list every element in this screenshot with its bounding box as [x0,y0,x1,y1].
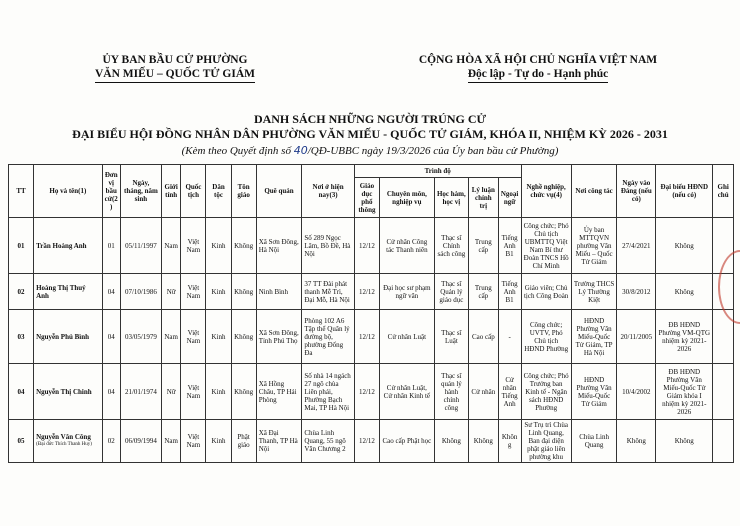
cell-hdnd: ĐB HĐND Phường VM-QTG nhiệm kỳ 2021-2026 [656,310,713,364]
cell-degree: Thạc sĩ quản lý hành chính công [434,364,468,420]
cell-tt: 03 [9,310,34,364]
cell-gender: Nam [161,310,180,364]
issuer-header [60,53,290,83]
decision-pre: (Kèm theo Quyết định số [181,145,291,157]
issuer-line1: ỦY BAN BẦU CỬ PHƯỜNG [102,54,248,66]
cell-job: Công chức; UVTV, Phó Chủ tịch HĐND Phường [521,310,571,364]
issuer-line2: VĂN MIẾU – QUỐC TỬ GIÁM [95,67,255,83]
doc-subtitle: ĐẠI BIỂU HỘI ĐỒNG NHÂN DÂN PHƯỜNG VĂN MIẾU - QUỐC TỬ GIÁM, KHÓA II, NHIỆM KỲ 2026 - 2031 [72,127,668,141]
th-qualifications-group: Trình độ [354,165,521,178]
th-hdnd: Đại biểu HĐND (nếu có) [656,165,713,218]
cell-degree: Thạc sĩ Chính sách công [434,218,468,274]
person-name: Trần Hoàng Anh [36,241,87,250]
national-motto: Độc lập - Tự do - Hạnh phúc [468,67,609,83]
cell-tt: 04 [9,364,34,420]
cell-dob: 03/05/1979 [120,310,161,364]
cell-residence: Phòng 102 A6 Tập thể Quân lý đường bộ, phường Đống Đa [302,310,355,364]
national-header [388,53,688,83]
th-edu: Giáo dục phổ thông [354,178,379,218]
cell-language: Tiếng Anh B1 [498,274,521,310]
cell-tt: 05 [9,420,34,463]
cell-hdnd: Không [656,274,713,310]
cell-hometown: Ninh Bình [256,274,302,310]
cell-dob: 06/09/1994 [120,420,161,463]
th-gender: Giới tính [161,165,180,218]
cell-politics: Trung cấp [469,218,499,274]
cell-nationality: Việt Nam [181,274,206,310]
cell-unit: 01 [102,218,120,274]
cell-language: - [498,310,521,364]
cell-gender: Nữ [161,364,180,420]
decision-reference [20,144,720,158]
cell-name [34,218,102,274]
doc-title: DANH SÁCH NHỮNG NGƯỜI TRÚNG CỬ [253,112,487,126]
cell-major: Cao cấp Phật học [379,420,434,463]
national-line1: CỘNG HÒA XÃ HỘI CHỦ NGHĨA VIỆT NAM [418,54,658,66]
cell-edu: 12/12 [354,364,379,420]
th-language: Ngoại ngữ [498,178,521,218]
th-name: Họ và tên(1) [34,165,102,218]
person-name: Hoàng Thị Thuý Anh [36,283,86,300]
cell-party-date: 30/8/2012 [617,274,656,310]
cell-tt: 02 [9,274,34,310]
person-name: Nguyễn Phú Bình [36,332,90,341]
decision-number: 40 [293,144,308,157]
decision-post: /QĐ-UBBC ngày 19/3/2026 của Ủy ban bầu cử Phường) [307,145,559,157]
cell-hdnd: Không [656,218,713,274]
cell-politics: Cao cấp [469,310,499,364]
cell-degree: Thạc sĩ Quản lý giáo dục [434,274,468,310]
cell-party-date: Không [617,420,656,463]
cell-unit: 04 [102,310,120,364]
elected-list-table [8,164,734,463]
cell-religion: Không [231,274,256,310]
cell-dob: 21/01/1974 [120,364,161,420]
cell-edu: 12/12 [354,274,379,310]
cell-gender: Nữ [161,274,180,310]
th-dob: Ngày, tháng, năm sinh [120,165,161,218]
cell-language: Không [498,420,521,463]
cell-ethnicity: Kinh [206,364,231,420]
cell-name [34,420,102,463]
cell-politics: Trung cấp [469,274,499,310]
cell-religion: Không [231,218,256,274]
cell-party-date: 27/4/2021 [617,218,656,274]
cell-hometown: Xã Sơn Đông, Hà Nội [256,218,302,274]
th-job: Nghề nghiệp, chức vụ(4) [521,165,571,218]
th-party-date: Ngày vào Đảng (nếu có) [617,165,656,218]
cell-dob: 05/11/1997 [120,218,161,274]
cell-nationality: Việt Nam [181,364,206,420]
cell-party-date: 20/11/2005 [617,310,656,364]
cell-name [34,310,102,364]
th-hometown: Quê quán [256,165,302,218]
cell-unit: 04 [102,364,120,420]
th-major: Chuyên môn, nghiệp vụ [379,178,434,218]
cell-workplace: Ủy ban MTTQVN phường Văn Miếu – Quốc Tử Giám [571,218,617,274]
cell-job: Sư Trụ trì Chùa Linh Quang, Ban đại diện phật giáo liên phường khu [521,420,571,463]
cell-major: Cử nhân Luật [379,310,434,364]
cell-ethnicity: Kinh [206,218,231,274]
cell-religion: Phật giáo [231,420,256,463]
table-row [9,420,734,463]
cell-edu: 12/12 [354,218,379,274]
th-residence: Nơi ở hiện nay(3) [302,165,355,218]
cell-nationality: Việt Nam [181,310,206,364]
cell-hometown: Xã Sơn Đông, Tỉnh Phú Thọ [256,310,302,364]
th-degree: Học hàm, học vị [434,178,468,218]
cell-job: Công chức; Phó Chủ tịch UBMTTQ Việt Nam Bí thư Đoàn TNCS Hồ Chí Minh [521,218,571,274]
cell-nationality: Việt Nam [181,218,206,274]
person-alias: (Đại đức Thích Thanh Huy) [36,442,92,447]
cell-politics: Cử nhân [469,364,499,420]
cell-workplace: Chùa Linh Quang [571,420,617,463]
cell-gender: Nam [161,218,180,274]
person-name: Nguyễn Văn Công [36,433,91,441]
th-tt: TT [9,165,34,218]
table-row [9,218,734,274]
cell-religion: Không [231,364,256,420]
cell-ethnicity: Kinh [206,310,231,364]
cell-note [713,420,734,463]
cell-note [713,364,734,420]
cell-degree: Không [434,420,468,463]
th-workplace: Nơi công tác [571,165,617,218]
cell-major: Đại học sư phạm ngữ văn [379,274,434,310]
cell-major: Cử nhân Công tác Thanh niên [379,218,434,274]
cell-language: Cử nhân Tiếng Anh [498,364,521,420]
cell-nationality: Việt Nam [181,420,206,463]
cell-hdnd: ĐB HĐND Phường Văn Miếu-Quốc Tử Giám khóa I nhiệm kỳ 2021-2026 [656,364,713,420]
cell-degree: Thạc sĩ Luật [434,310,468,364]
cell-religion: Không [231,310,256,364]
cell-party-date: 10/4/2002 [617,364,656,420]
cell-dob: 07/10/1986 [120,274,161,310]
th-note: Ghi chú [713,165,734,218]
cell-residence: Số 289 Ngọc Lâm, Bồ Đề, Hà Nội [302,218,355,274]
cell-ethnicity: Kinh [206,420,231,463]
cell-edu: 12/12 [354,420,379,463]
cell-name [34,364,102,420]
cell-gender: Nam [161,420,180,463]
cell-hometown: Xã Đại Thanh, TP Hà Nội [256,420,302,463]
cell-ethnicity: Kinh [206,274,231,310]
cell-workplace: Trường THCS Lý Thường Kiệt [571,274,617,310]
th-religion: Tôn giáo [231,165,256,218]
cell-workplace: HĐND Phường Văn Miếu-Quốc Tử Giám, TP Hà Nội [571,310,617,364]
cell-politics: Không [469,420,499,463]
table-row [9,364,734,420]
cell-hometown: Xã Hồng Châu, TP Hải Phòng [256,364,302,420]
th-unit: Đơn vị bầu cử(2) [102,165,120,218]
table-row [9,274,734,310]
cell-job: Công chức; Phó Trưởng ban Kinh tế - Ngân sách HĐND Phường [521,364,571,420]
table-row [9,310,734,364]
th-politics: Lý luận chính trị [469,178,499,218]
th-nationality: Quốc tịch [181,165,206,218]
cell-tt: 01 [9,218,34,274]
th-ethnicity: Dân tộc [206,165,231,218]
cell-residence: Chùa Linh Quang, 55 ngõ Văn Chương 2 [302,420,355,463]
cell-name [34,274,102,310]
cell-unit: 04 [102,274,120,310]
cell-workplace: HĐND Phường Văn Miếu-Quốc Tử Giám [571,364,617,420]
cell-language: Tiếng Anh B1 [498,218,521,274]
cell-residence: 37 TT Đài phát thanh Mễ Trì, Đại Mỗ, Hà Nội [302,274,355,310]
cell-residence: Số nhà 14 ngách 27 ngõ chùa Liên phái, Phường Bạch Mai, TP Hà Nội [302,364,355,420]
cell-unit: 02 [102,420,120,463]
cell-job: Giáo viên; Chủ tịch Công Đoàn [521,274,571,310]
person-name: Nguyễn Thị Chinh [36,387,92,396]
cell-major: Cử nhân Luật, Cử nhân Kinh tế [379,364,434,420]
cell-hdnd: Không [656,420,713,463]
cell-edu: 12/12 [354,310,379,364]
